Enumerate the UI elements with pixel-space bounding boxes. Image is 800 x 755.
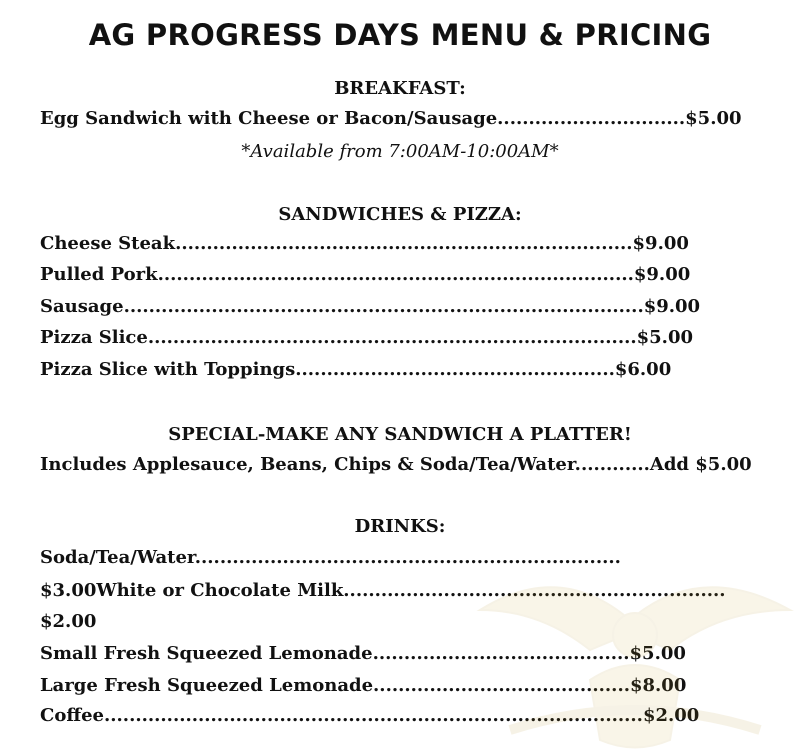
- drink-item-milk-price: $2.00: [40, 611, 97, 632]
- special-heading: SPECIAL-MAKE ANY SANDWICH A PLATTER!: [168, 424, 632, 445]
- menu-item-cheese-steak: Cheese Steak.........................................................................$9.00: [40, 233, 689, 254]
- drinks-heading: DRINKS:: [354, 516, 446, 537]
- menu-item-sausage: Sausage...................................................................................$9.00: [40, 296, 701, 317]
- breakfast-heading: BREAKFAST:: [334, 78, 466, 99]
- breakfast-item: Egg Sandwich with Cheese or Bacon/Sausage..............................$5.00: [40, 108, 742, 129]
- special-item: Includes Applesauce, Beans, Chips & Soda/Tea/Water............Add $5.00: [40, 454, 752, 475]
- menu-item-pulled-pork: Pulled Pork............................................................................$9.00: [40, 264, 691, 285]
- menu-item-pizza-slice: Pizza Slice..............................................................................$5.00: [40, 327, 693, 348]
- page-title: AG PROGRESS DAYS MENU & PRICING: [88, 18, 712, 52]
- breakfast-note: *Available from 7:00AM-10:00AM*: [241, 141, 559, 162]
- drink-item-milk: $3.00White or Chocolate Milk.............................................................: [40, 580, 726, 601]
- drink-item-large-lemonade: Large Fresh Squeezed Lemonade.........................................$8.00: [40, 675, 687, 696]
- drink-item-soda: Soda/Tea/Water....................................................................: [40, 547, 621, 568]
- drink-item-coffee: Coffee......................................................................................$2.00: [40, 705, 700, 726]
- menu-item-pizza-slice-toppings: Pizza Slice with Toppings...................................................$6.00: [40, 359, 672, 380]
- drink-item-small-lemonade: Small Fresh Squeezed Lemonade.........................................$5.00: [40, 643, 686, 664]
- sandwiches-heading: SANDWICHES & PIZZA:: [278, 204, 522, 225]
